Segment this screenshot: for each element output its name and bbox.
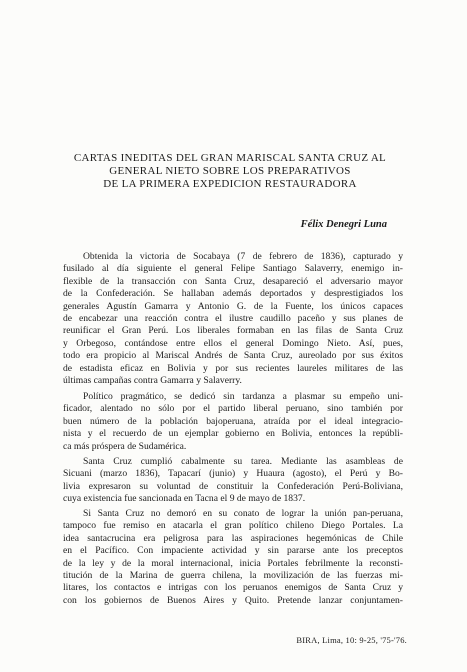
text-line: Si Santa Cruz no demoró en su conato de lograr la unión pan-peruana, <box>83 508 403 519</box>
text-line: fusilado al día siguiente el general Felipe Santiago Salaverry, enemigo in- <box>63 263 403 275</box>
text-line: litares, los contactos e intrigas con los peruanos enemigos de Santa Cruz y <box>63 582 403 594</box>
text-line: cuya existencia fue sancionada en Tacna el 9 de mayo de 1837. <box>63 493 306 505</box>
text-line: últimas campañas contra Gamarra y Salaverry. <box>63 375 242 387</box>
body-paragraph <box>63 251 403 387</box>
text-line: generales Agustín Gamarra y Antonio G. de la Fuente, los únicos capaces <box>63 300 403 312</box>
text-line: de la ley y de la moral internacional, inicia Portales febrilmente la reconsti- <box>63 557 403 569</box>
body-paragraph <box>63 391 403 453</box>
text-line: de encabezar una reacción contra el ilustre caudillo paceño y sus planes de <box>63 313 403 325</box>
citation-footer: BIRA, Lima, 10: 9-25, '75-'76. <box>296 635 407 645</box>
text-line: buen número de la población bajoperuana, atraída por el ideal integracio- <box>63 415 403 427</box>
body-paragraph <box>63 456 403 506</box>
title-line: GENERAL NIETO SOBRE LOS PREPARATIVOS <box>109 165 351 177</box>
text-line: en el Pacífico. Con impaciente actividad y sin pararse ante los preceptos <box>63 545 403 557</box>
title-line: CARTAS INEDITAS DEL GRAN MARISCAL SANTA CRUZ AL <box>73 152 387 164</box>
text-line: con los gobiernos de Buenos Aires y Quito. Pretende lanzar conjuntamen- <box>63 594 403 606</box>
text-line: de la Confederación. Se hallaban además deportados y desprestigiados los <box>63 288 403 300</box>
text-line: nista y el recuerdo de un ejemplar gobierno en Bolivia, entonces la repúbli- <box>63 428 403 440</box>
text-line: y Orbegoso, contándose entre ellos el general Domingo Nieto. Así, pues, <box>63 337 403 349</box>
text-line: Santa Cruz cumplió cabalmente su tarea. Mediante las asambleas de <box>83 456 403 467</box>
text-line: tampoco fue remiso en atacarla el gran político chileno Diego Portales. La <box>63 520 403 532</box>
text-line: todo era propicio al Mariscal Andrés de Santa Cruz, aureolado por sus éxitos <box>63 350 403 362</box>
text-line: Obtenida la victoria de Socabaya (7 de febrero de 1836), capturado y <box>83 251 403 262</box>
text-line: ca más próspera de Sudamérica. <box>63 440 187 452</box>
text-line: titución de la Marina de guerra chilena, la movilización de las fuerzas mi- <box>63 570 403 582</box>
text-line: reunificar el Gran Perú. Los liberales formaban en las filas de Santa Cruz <box>63 325 403 337</box>
text-line: idea santacrucina era peligrosa para las aspiraciones hegemónicas de Chile <box>63 532 403 544</box>
author-name: Félix Denegri Luna <box>300 219 387 230</box>
text-line: livia expresaron su voluntad de constituir la Confederación Perú-Boliviana, <box>63 480 403 492</box>
text-line: Político pragmático, se dedicó sin tardanza a plasmar su empeño uni- <box>83 391 403 402</box>
text-line: flexible de la transacción con Santa Cruz, desapareció el adversario mayor <box>63 275 403 287</box>
article-title <box>40 152 420 191</box>
body-paragraph <box>63 508 403 607</box>
text-line: ficador, alentado no sólo por el partido liberal peruano, sino también por <box>63 403 403 415</box>
text-line: de estadista eficaz en Bolivia y por sus recientes laureles militares de las <box>63 362 403 374</box>
title-line: DE LA PRIMERA EXPEDICION RESTAURADORA <box>103 178 357 190</box>
text-line: Sicuani (marzo 1836), Tapacarí (junio) y Huaura (agosto), el Perú y Bo- <box>63 468 403 480</box>
